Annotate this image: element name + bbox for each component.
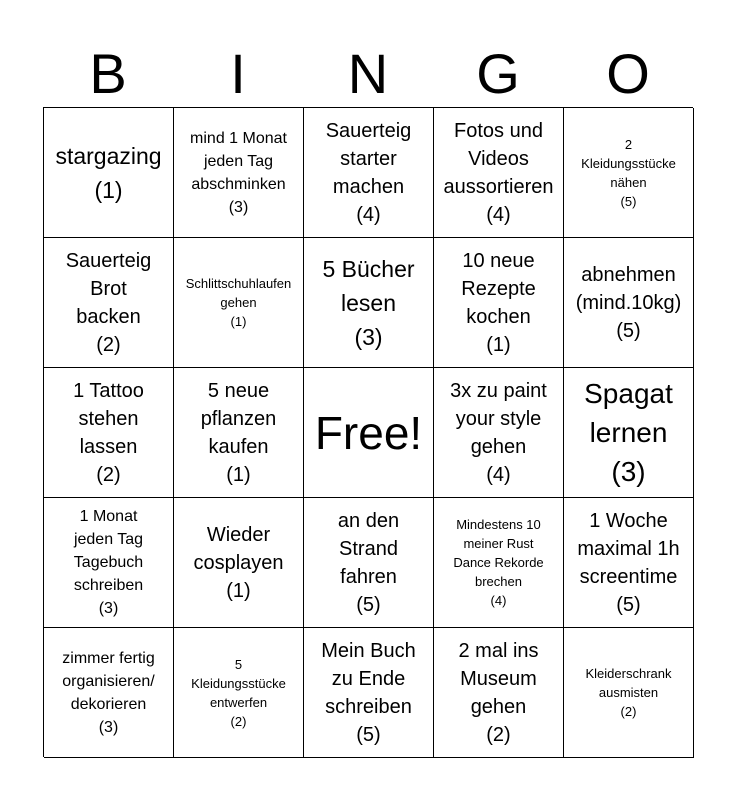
header-letter-g: G <box>476 42 520 105</box>
bingo-cell[interactable] <box>174 368 304 498</box>
cell-text: Schlittschuhlaufen gehen (1) <box>185 276 292 329</box>
bingo-cell[interactable] <box>434 628 564 758</box>
header-letter-o: O <box>606 42 650 105</box>
bingo-cell[interactable] <box>304 238 434 368</box>
bingo-cell[interactable] <box>564 498 694 628</box>
bingo-cell[interactable] <box>44 238 174 368</box>
cell-text: Kleiderschrank ausmisten (2) <box>585 666 672 719</box>
cell-text: mind 1 Monat jeden Tag abschminken (3) <box>190 129 287 216</box>
bingo-cell[interactable] <box>44 108 174 238</box>
bingo-cell[interactable] <box>304 498 434 628</box>
bingo-cell[interactable] <box>174 238 304 368</box>
cell-text: 5 neue pflanzen kaufen (1) <box>200 379 277 486</box>
cell-text: Wieder cosplayen (1) <box>193 523 284 602</box>
bingo-cell[interactable] <box>174 628 304 758</box>
bingo-cell[interactable] <box>434 238 564 368</box>
cell-text: Mindestens 10 meiner Rust Dance Rekorde brechen (4) <box>453 517 544 608</box>
cell-text: Spagat lernen (3) <box>584 378 673 487</box>
bingo-cell[interactable] <box>564 628 694 758</box>
cell-text: Sauerteig starter machen (4) <box>325 119 412 226</box>
cell-text: 5 Kleidungsstücke entwerfen (2) <box>191 656 286 729</box>
cell-text: 1 Monat jeden Tag Tagebuch schreiben (3) <box>73 508 144 617</box>
cell-text: an den Strand fahren (5) <box>337 509 400 616</box>
bingo-cell[interactable] <box>434 498 564 628</box>
free-cell[interactable] <box>304 368 434 498</box>
cell-text: abnehmen (mind.10kg) (5) <box>575 263 682 342</box>
bingo-board <box>43 107 693 757</box>
bingo-cell[interactable] <box>564 238 694 368</box>
bingo-cell[interactable] <box>44 368 174 498</box>
cell-text: 3x zu paint your style gehen (4) <box>450 379 547 486</box>
cell-text: 1 Tattoo stehen lassen (2) <box>73 379 144 486</box>
cell-text: 10 neue Rezepte kochen (1) <box>461 249 536 356</box>
bingo-cell[interactable] <box>564 368 694 498</box>
bingo-cell[interactable] <box>304 628 434 758</box>
header-letter-b: B <box>89 42 127 105</box>
cell-text: 2 Kleidungsstücke nähen (5) <box>581 136 676 209</box>
bingo-cell[interactable] <box>564 108 694 238</box>
cell-text: zimmer fertig organisieren/ dekorieren (3) <box>62 649 155 736</box>
bingo-cell[interactable] <box>434 108 564 238</box>
bingo-header <box>43 42 693 106</box>
cell-text: Sauerteig Brot backen (2) <box>65 249 152 356</box>
bingo-cell[interactable] <box>174 498 304 628</box>
bingo-cell[interactable] <box>44 628 174 758</box>
header-letter-n: N <box>347 42 389 105</box>
cell-text: 5 Bücher lesen (3) <box>322 255 415 350</box>
bingo-cell[interactable] <box>304 108 434 238</box>
bingo-cell[interactable] <box>44 498 174 628</box>
free-cell-text: Free! <box>314 406 423 459</box>
bingo-cell[interactable] <box>174 108 304 238</box>
cell-text: stargazing (1) <box>55 142 162 203</box>
cell-text: 1 Woche maximal 1h screentime (5) <box>577 509 680 616</box>
bingo-cell[interactable] <box>434 368 564 498</box>
cell-text: Mein Buch zu Ende schreiben (5) <box>321 639 416 746</box>
cell-text: 2 mal ins Museum gehen (2) <box>458 639 539 746</box>
cell-text: Fotos und Videos aussortieren (4) <box>443 119 554 226</box>
header-letter-i: I <box>230 42 246 105</box>
